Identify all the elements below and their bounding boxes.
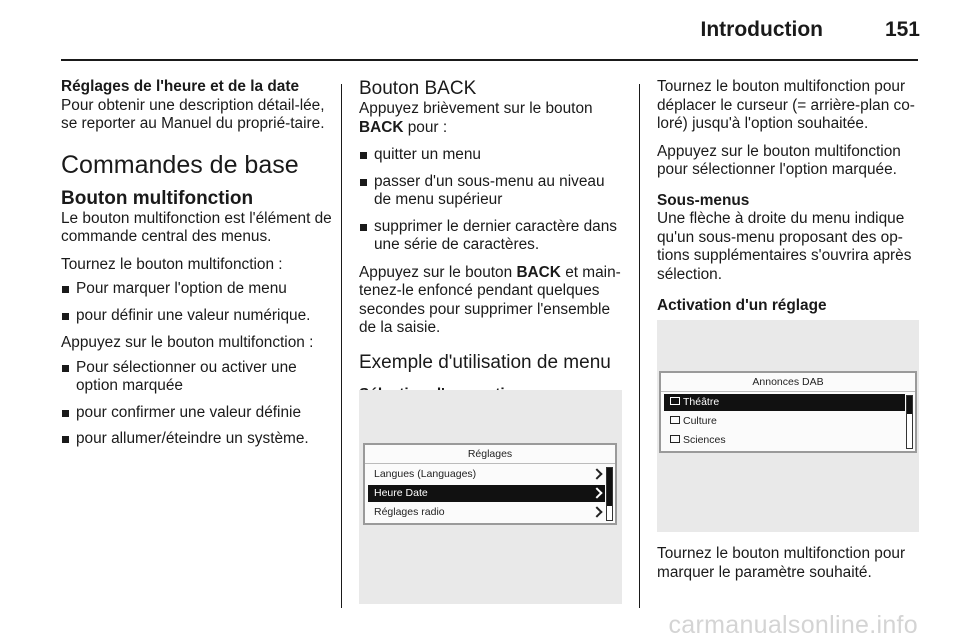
chevron-right-icon bbox=[591, 487, 602, 498]
checkbox-checked-icon bbox=[670, 435, 680, 443]
menu-display-photo bbox=[359, 390, 622, 604]
scrollbar bbox=[606, 467, 613, 521]
activation-heading: Activation d'un réglage bbox=[657, 297, 827, 314]
display-title: Annonces DAB bbox=[661, 373, 915, 392]
hold-b: et main-tenez-le enfoncé pendant quelques secondes pour supprimer l'ensemble de la saisie. bbox=[359, 263, 621, 336]
watermark: carmanualsonline.info bbox=[668, 611, 918, 639]
hold-key: BACK bbox=[516, 263, 561, 281]
knob-heading: Bouton multifonction bbox=[61, 187, 254, 209]
chevron-right-icon bbox=[591, 468, 602, 479]
list-item: pour définir une valeur numérique. bbox=[61, 307, 333, 326]
submenus-heading: Sous-menus bbox=[657, 191, 750, 209]
knob-text: Le bouton multifonction est l'élément de commande central des menus. bbox=[61, 209, 332, 245]
checkbox-checked-icon bbox=[670, 397, 680, 405]
list-item: Pour marquer l'option de menu bbox=[61, 280, 333, 299]
column-1 bbox=[61, 78, 333, 458]
header-divider bbox=[61, 59, 918, 61]
display-row: Culture bbox=[664, 413, 905, 430]
example-heading: Exemple d'utilisation de menu bbox=[359, 351, 611, 373]
display-row-selected: Théâtre bbox=[664, 394, 905, 411]
column-2 bbox=[359, 78, 625, 404]
back-key: BACK bbox=[359, 118, 404, 136]
back-list bbox=[359, 146, 625, 255]
settings-heading: Réglages de l'heure et de la date bbox=[61, 78, 300, 95]
submenus-text: Une flèche à droite du menu indique qu'un sous-menu proposant des op-tions supplémentaires s'ouvrira après sélection. bbox=[657, 210, 912, 283]
list-item: supprimer le dernier caractère dans une série de caractères. bbox=[359, 218, 625, 255]
display-screen bbox=[363, 443, 617, 525]
list-item: passer d'un sous-menu au niveau de menu supérieur bbox=[359, 173, 625, 210]
column-divider-1 bbox=[341, 84, 342, 608]
list-item: pour confirmer une valeur définie bbox=[61, 404, 333, 423]
list-item: quitter un menu bbox=[359, 146, 625, 165]
checkbox-empty-icon bbox=[670, 416, 680, 424]
column-3-bottom bbox=[657, 545, 923, 591]
page-title: Introduction bbox=[700, 18, 823, 41]
turn-intro: Tournez le bouton multifonction : bbox=[61, 255, 283, 273]
display-row: Réglages radio bbox=[368, 504, 605, 521]
display-row: Sciences bbox=[664, 432, 905, 449]
scrollbar-thumb bbox=[607, 468, 612, 506]
settings-text: Pour obtenir une description détail-lée, se reporter au Manuel du proprié-taire. bbox=[61, 96, 325, 132]
list-item: pour allumer/éteindre un système. bbox=[61, 430, 333, 449]
section-heading: Commandes de base bbox=[61, 150, 299, 179]
cursor-text: Tournez le bouton multifonction pour déplacer le curseur (= arrière-plan co-loré) jusqu'à l'option souhaitée. bbox=[657, 78, 915, 132]
press-list bbox=[61, 359, 333, 449]
scrollbar bbox=[906, 395, 913, 449]
press-intro: Appuyez sur le bouton multifonction : bbox=[61, 334, 314, 351]
display-row-selected: Heure Date bbox=[368, 485, 605, 502]
chevron-right-icon bbox=[591, 506, 602, 517]
column-3 bbox=[657, 78, 923, 316]
display-title: Réglages bbox=[365, 445, 615, 464]
list-item: Pour sélectionner ou activer une option marquée bbox=[61, 359, 333, 396]
back-heading: Bouton BACK bbox=[359, 78, 477, 99]
select-text: Appuyez sur le bouton multifonction pour sélectionner l'option marquée. bbox=[657, 142, 901, 178]
display-screen bbox=[659, 371, 917, 453]
page-number: 151 bbox=[884, 18, 920, 41]
scrollbar-thumb bbox=[907, 396, 912, 414]
back-intro-a: Appuyez brièvement sur le bouton bbox=[359, 100, 593, 117]
dab-display-photo bbox=[657, 320, 919, 532]
mark-setting-text: Tournez le bouton multifonction pour marquer le paramètre souhaité. bbox=[657, 545, 906, 581]
hold-a: Appuyez sur le bouton bbox=[359, 263, 513, 281]
back-intro-b: pour : bbox=[407, 118, 448, 136]
column-divider-2 bbox=[639, 84, 640, 608]
turn-list bbox=[61, 280, 333, 325]
display-row: Langues (Languages) bbox=[368, 466, 605, 483]
